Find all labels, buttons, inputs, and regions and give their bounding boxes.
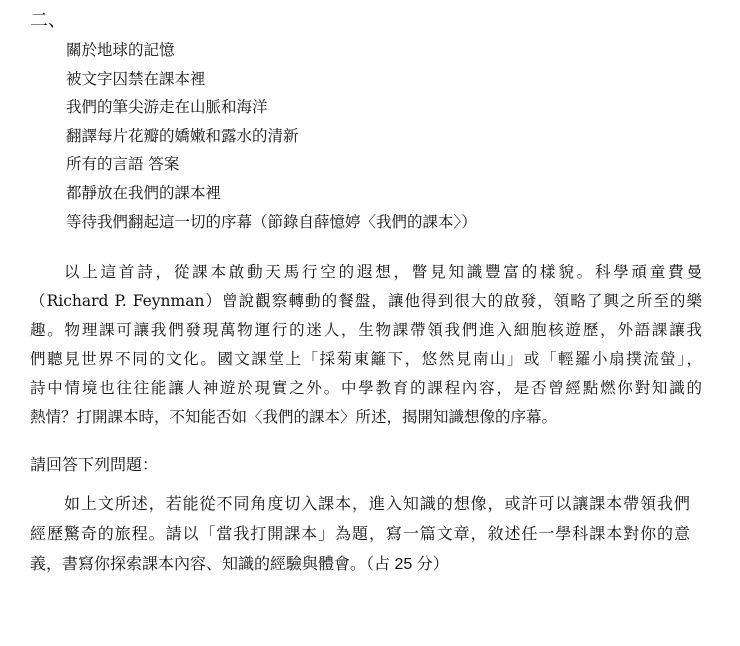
poem-line: 等待我們翻起這一切的序幕（節錄自薛憶婷〈我們的課本〉）	[66, 212, 477, 231]
poem-line: 被文字囚禁在課本裡	[66, 69, 206, 88]
passage-line: 以上這首詩，從課本啟動天馬行空的遐想，瞥見知識豐富的樣貌。科學頑童費曼	[64, 263, 702, 281]
question-line: 經歷驚奇的旅程。請以「當我打開課本」為題，寫一篇文章，敘述任一學科課本對你的意	[30, 526, 690, 543]
passage-line: 詩中情境也往往能讓人神遊於現實之外。中學教育的課程內容，是否曾經點燃你對知識的	[30, 379, 702, 397]
poem-line: 翻譯每片花瓣的嬌嫩和露水的清新	[66, 126, 299, 145]
question-prompt	[30, 490, 690, 580]
poem-line: 關於地球的記憶	[66, 41, 175, 59]
passage-line: 熱情？打開課本時，不知能否如〈我們的課本〉所述，揭開知識想像的序幕。	[30, 408, 558, 426]
reading-passage	[30, 258, 702, 432]
section-number: 二、	[30, 10, 66, 31]
question-line: 如上文所述，若能從不同角度切入課本，進入知識的想像，或許可以讓課本帶領我們	[64, 496, 690, 513]
poem	[66, 36, 477, 236]
poem-line: 所有的言語 答案	[66, 155, 180, 174]
passage-line: 們聽見世界不同的文化。國文課堂上「採菊東籬下，悠然見南山」或「輕羅小扇撲流螢」，	[30, 350, 702, 368]
passage-line: 趣。物理課可讓我們發現萬物運行的迷人，生物課帶領我們進入細胞核遊歷，外語課讓我	[30, 321, 702, 339]
poem-line: 我們的筆尖游走在山脈和海洋	[66, 98, 268, 117]
question-heading: 請回答下列問題：	[30, 457, 159, 474]
passage-line: （Richard P. Feynman）曾說觀察轉動的餐盤，讓他得到很大的啟發，領略了興之所至的樂	[30, 292, 702, 310]
question-line: 義，書寫你探索課本內容、知識的經驗與體會。（占 25 分）	[30, 556, 449, 573]
poem-line: 都靜放在我們的課本裡	[66, 183, 222, 202]
